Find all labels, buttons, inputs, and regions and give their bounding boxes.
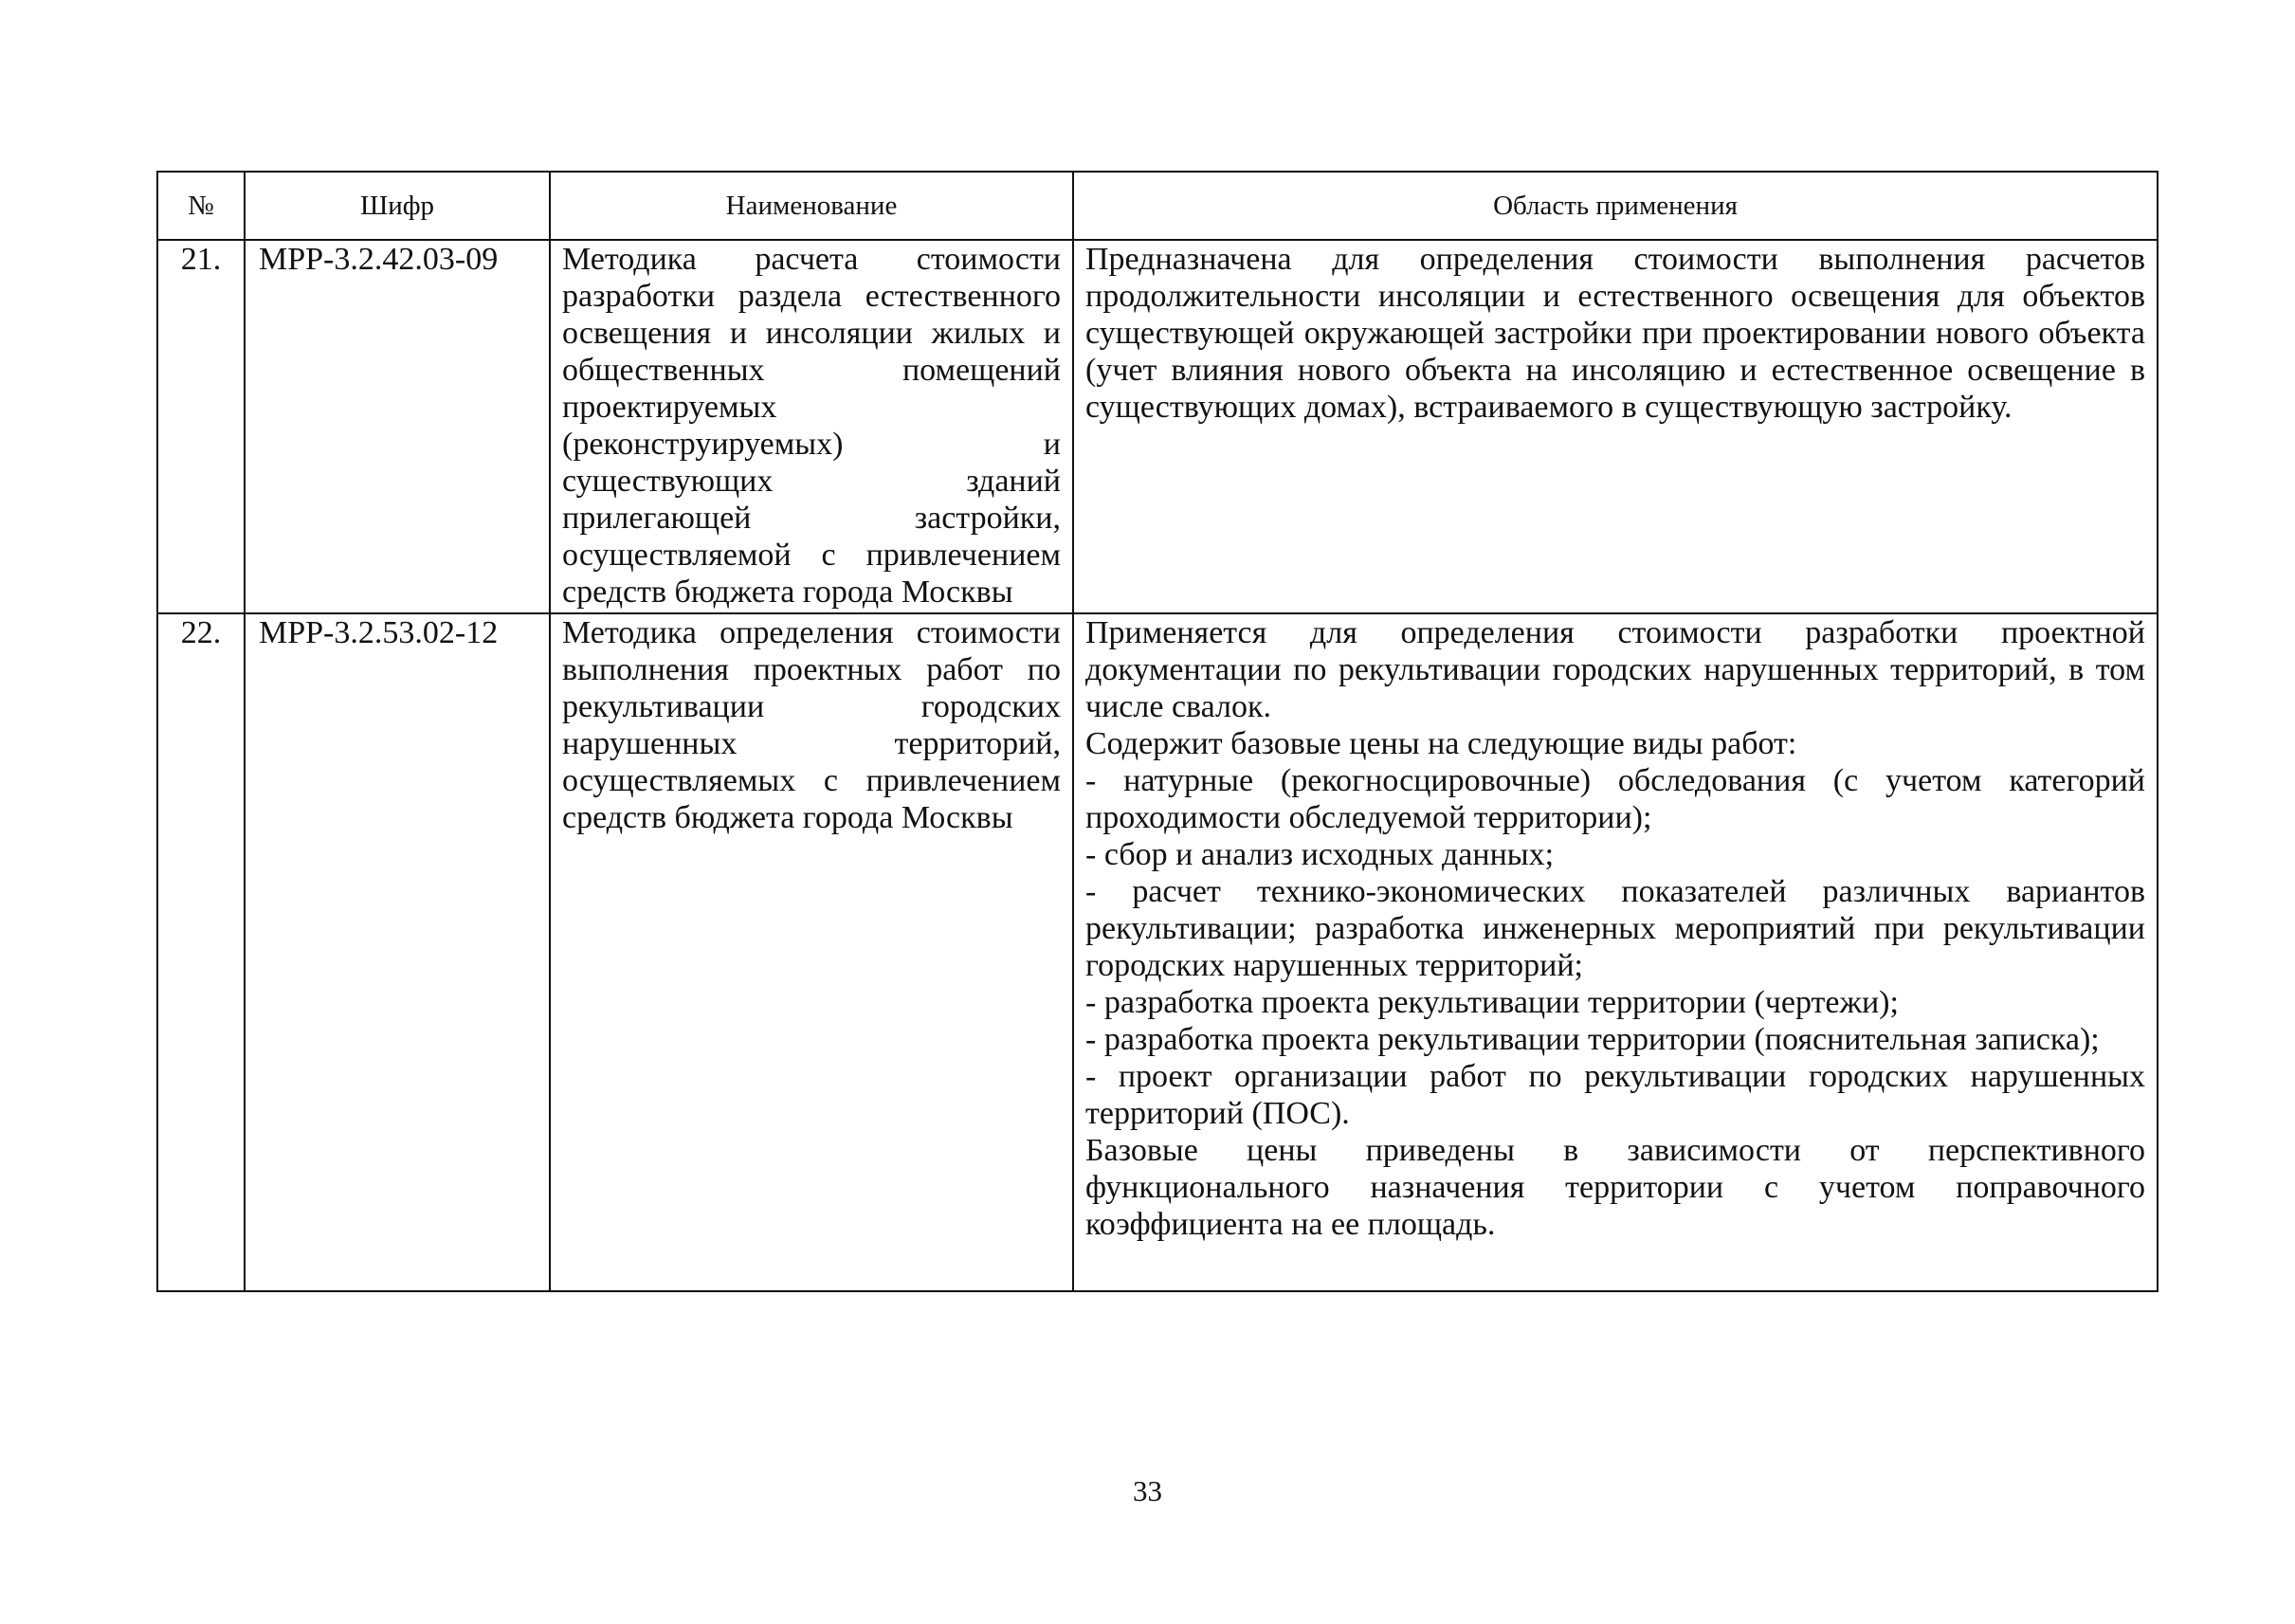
scope-paragraph: Применяется для определения стоимости разработки проектной документации по рекультивации городских нарушенных территорий, в том числе свалок. bbox=[1085, 615, 2145, 724]
scope-paragraph: Содержит базовые цены на следующие виды работ: bbox=[1085, 726, 1797, 761]
row-name: Методика определения стоимости выполнения проектных работ по рекультивации городских нарушенных территорий, осуществляемых с привлечением средств бюджета города Москвы bbox=[562, 615, 1061, 835]
table-row bbox=[157, 613, 2158, 1291]
scope-list-item: - сбор и анализ исходных данных; bbox=[1085, 837, 1555, 872]
table-header-row bbox=[157, 172, 2158, 240]
row-code: МРР-3.2.42.03-09 bbox=[245, 240, 550, 613]
row-code: МРР-3.2.53.02-12 bbox=[245, 613, 550, 1291]
scope-list-item: - разработка проекта рекультивации территории (чертежи); bbox=[1085, 985, 1899, 1020]
scope-paragraph: Предназначена для определения стоимости выполнения расчетов продолжительности инсоляции и естественного освещения для объектов существующей окружающей застройки при проектировании нового объекта (учет влияния нового объекта на инсоляцию и естественное освещение в существующих домах), встраиваемого в существующую застройку. bbox=[1085, 242, 2145, 425]
header-num: № bbox=[157, 172, 245, 240]
page-number: 33 bbox=[1133, 1474, 1162, 1507]
row-name-cell bbox=[550, 240, 1073, 613]
row-scope-cell bbox=[1073, 613, 2158, 1291]
table-row bbox=[157, 240, 2158, 613]
row-number: 22. bbox=[157, 613, 245, 1291]
scope-list-item: - разработка проекта рекультивации территории (пояснительная записка); bbox=[1085, 1022, 2100, 1057]
row-name-cell bbox=[550, 613, 1073, 1291]
header-scope: Область применения bbox=[1073, 172, 2158, 240]
methods-table bbox=[156, 171, 2158, 1292]
header-name: Наименование bbox=[550, 172, 1073, 240]
row-scope-cell bbox=[1073, 240, 2158, 613]
header-code: Шифр bbox=[245, 172, 550, 240]
scope-paragraph: Базовые цены приведены в зависимости от перспективного функционального назначения территории с учетом поправочного коэффициента на ее площадь. bbox=[1085, 1133, 2145, 1242]
scope-list-item: - проект организации работ по рекультивации городских нарушенных территорий (ПОС). bbox=[1085, 1059, 2145, 1131]
scope-list-item: - натурные (рекогносцировочные) обследования (с учетом категорий проходимости обследуемой территории); bbox=[1085, 763, 2145, 835]
row-number: 21. bbox=[157, 240, 245, 613]
row-name: Методика расчета стоимости разработки раздела естественного освещения и инсоляции жилых и общественных помещений проектируемых (реконструируемых) и существующих зданий прилегающей застройки, осуществляемой с привлечением средств бюджета города Москвы bbox=[562, 242, 1061, 610]
scope-list-item: - расчет технико-экономических показателей различных вариантов рекультивации; разработка инженерных мероприятий при рекультивации городских нарушенных территорий; bbox=[1085, 874, 2145, 983]
